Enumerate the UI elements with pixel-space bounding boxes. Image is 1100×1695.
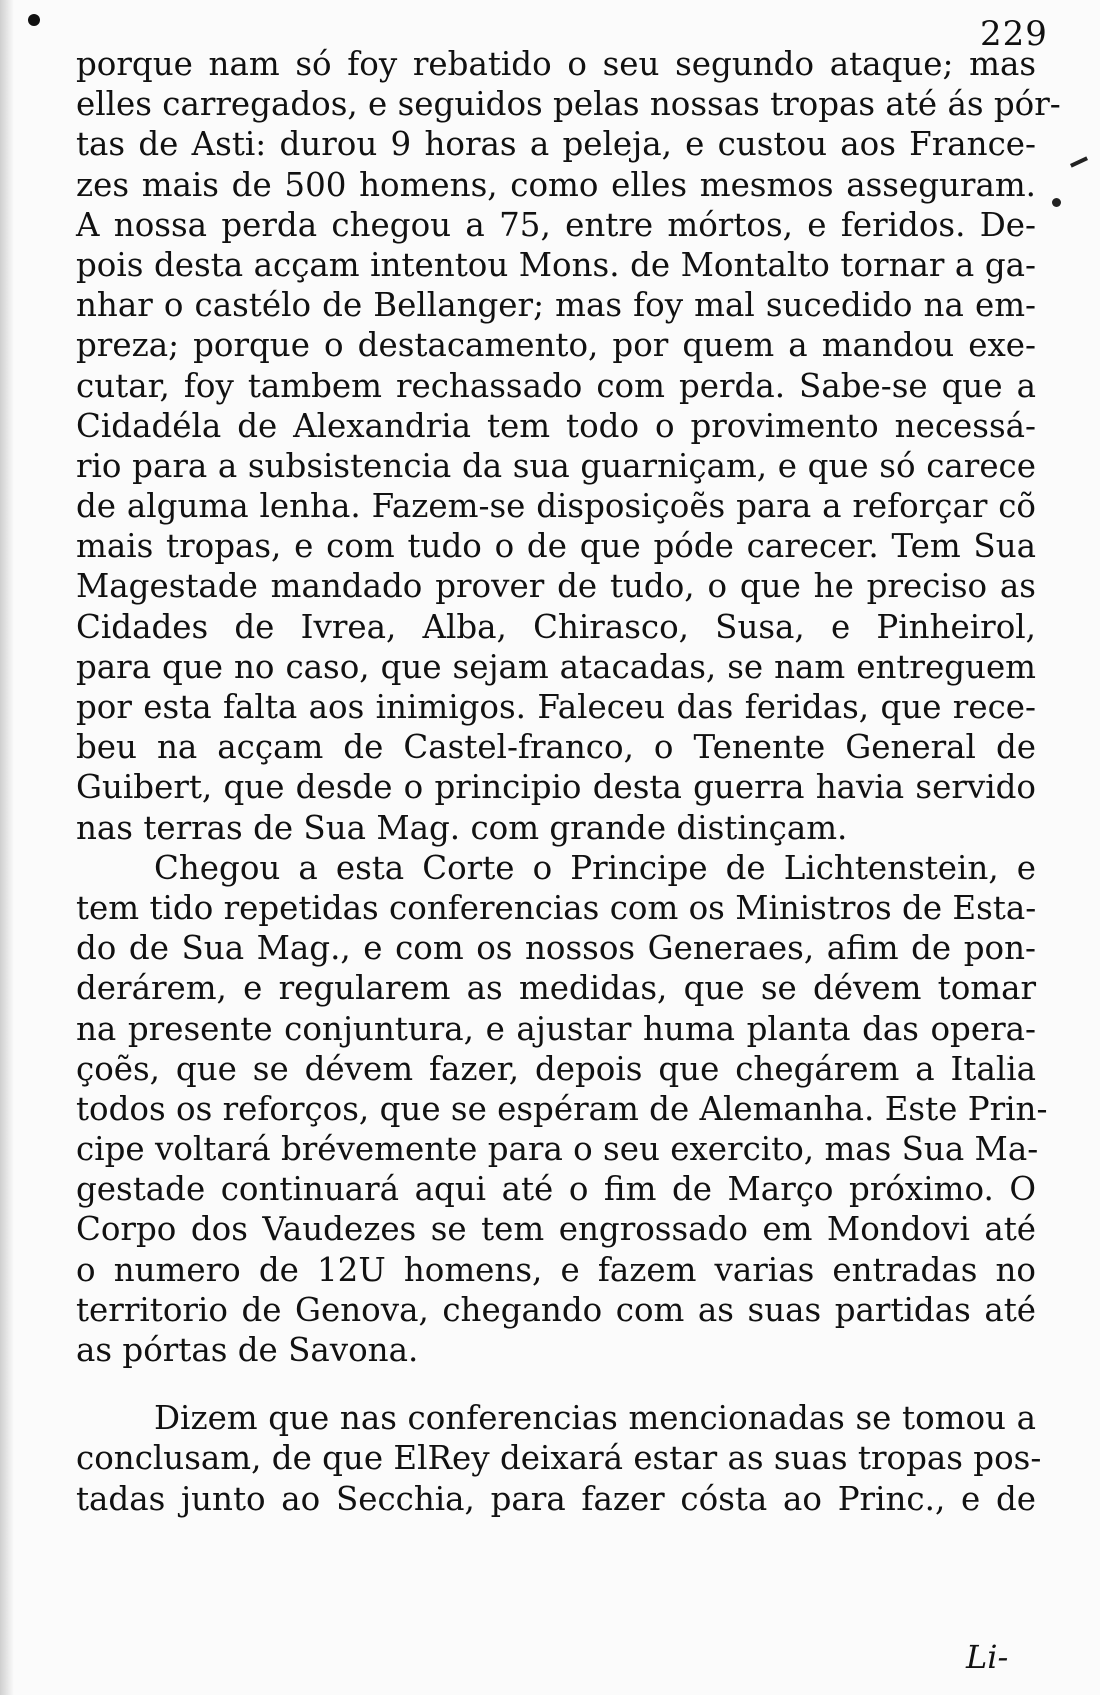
ink-speck [1052,198,1061,207]
text-line: rio para a subsistencia da sua guarniçam, e que só carece [76,446,1036,485]
text-line: nhar o castélo de Bellanger; mas foy mal sucedido na em- [76,286,1036,325]
text-line: as pórtas de Savona. [76,1331,419,1369]
text-line: derárem, e regularem as medidas, que se dévem tomar [76,969,1036,1008]
ink-speck [1070,156,1088,167]
text-line: cipe voltará brévemente para o seu exercito, mas Sua Ma- [76,1130,1039,1169]
body-text [76,44,1061,1519]
ink-dot [28,14,40,26]
text-line: por esta falta aos inimigos. Faleceu das feridas, que rece- [76,688,1036,726]
text-line: tadas junto ao Secchia, para fazer cósta ao Princ., e de [76,1479,1036,1518]
text-line: gestade continuará aqui até o fim de Março próximo. O [76,1170,1036,1209]
text-line: preza; porque o destacamento, por quem a mandou exe- [76,326,1036,365]
text-line: beu na acçam de Castel-franco, o Tenente General de [76,728,1036,767]
text-line: na presente conjuntura, e ajustar huma planta das opera- [76,1009,1036,1048]
text-line: pois desta acçam intentou Mons. de Montalto tornar a ga- [76,245,1036,284]
paragraph-gap [76,1370,1036,1398]
page-number: 229 [980,14,1048,54]
text-line: Cidades de Ivrea, Alba, Chirasco, Susa, e Pinheirol, [76,607,1036,646]
text-line: zes mais de 500 homens, como elles mesmos asseguram. [76,165,1036,204]
text-line: Dizem que nas conferencias mencionadas se tomou a [154,1399,1036,1438]
text-line: o numero de 12U homens, e fazem varias entradas no [76,1250,1036,1289]
text-line: conclusam, de que ElRey deixará estar as suas tropas pos- [76,1439,1042,1478]
paragraph-3 [76,1398,1042,1519]
text-line: tas de Asti: durou 9 horas a peleja, e custou aos France- [76,125,1036,164]
paragraph-1 [76,44,1061,848]
text-line: do de Sua Mag., e com os nossos Generaes, afim de pon- [76,929,1036,968]
text-line: tem tido repetidas conferencias com os Ministros de Esta- [76,888,1037,927]
text-line: Magestade mandado prover de tudo, o que he preciso as [76,567,1036,606]
text-line: Cidadéla de Alexandria tem todo o provimento necessá- [76,406,1036,445]
paragraph-2 [76,848,1048,1370]
text-line: A nossa perda chegou a 75, entre mórtos, e feridos. De- [76,205,1036,244]
text-line: de alguma lenha. Fazem-se disposiçoẽs para a reforçar cõ [76,487,1036,526]
page-edge-shadow [0,0,14,1695]
text-line: para que no caso, que sejam atacadas, se nam entreguem [76,647,1036,686]
text-line: territorio de Genova, chegando com as suas partidas até [76,1290,1036,1329]
text-line: elles carregados, e seguidos pelas nossas tropas até ás pór- [76,85,1061,124]
text-line: nas terras de Sua Mag. com grande distinçam. [76,808,848,847]
text-line: cutar, foy tambem rechassado com perda. Sabe-se que a [76,366,1036,405]
text-line: porque nam só foy rebatido o seu segundo ataque; mas [76,45,1036,83]
text-line: Corpo dos Vaudezes se tem engrossado em Mondovi até [76,1210,1036,1249]
text-line: Chegou a esta Corte o Principe de Lichtenstein, e [154,848,1036,887]
text-line: çoẽs, que se dévem fazer, depois que chegárem a Italia [76,1049,1036,1088]
catchword: Li- [966,1638,1009,1676]
text-line: mais tropas, e com tudo o de que póde carecer. Tem Sua [76,527,1036,566]
text-line: Guibert, que desde o principio desta guerra havia servido [76,768,1036,807]
text-line: todos os reforços, que se espéram de Alemanha. Este Prin- [76,1089,1048,1128]
